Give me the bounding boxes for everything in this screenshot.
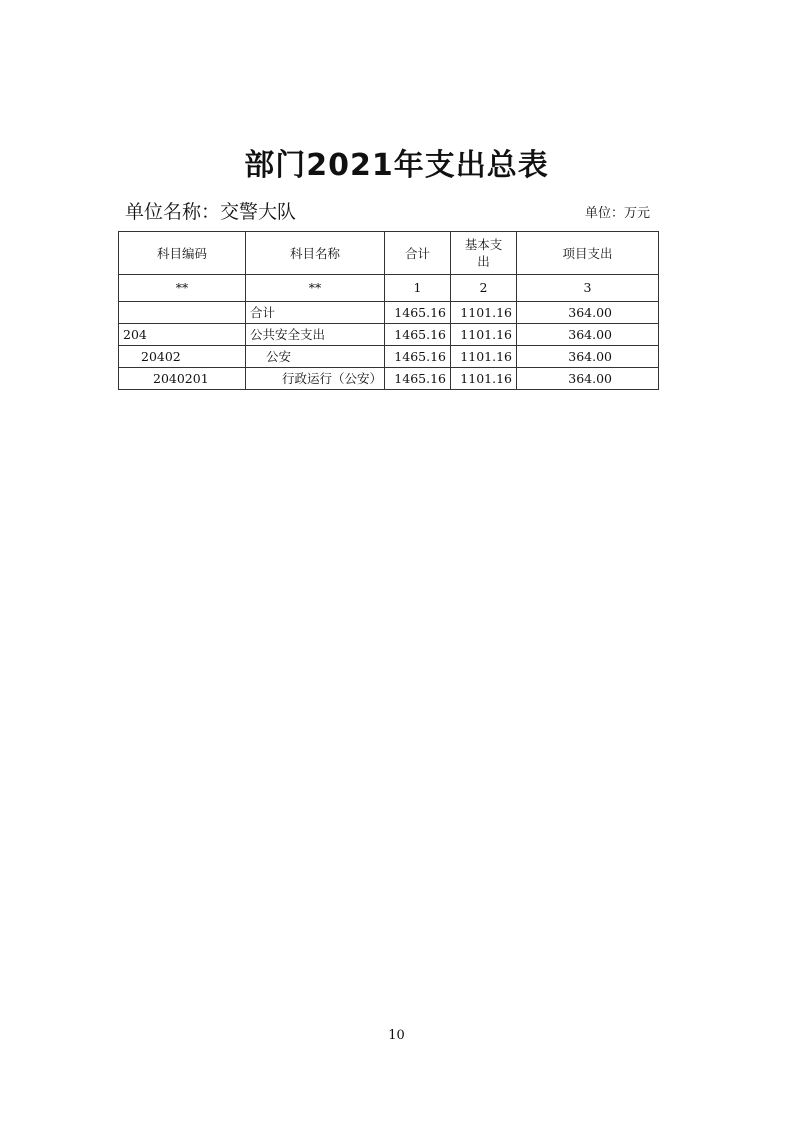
index-cell: 1 <box>385 275 451 302</box>
page-number: 10 <box>388 1028 405 1043</box>
cell-code: 20402 <box>119 346 246 368</box>
header-code: 科目编码 <box>119 232 246 275</box>
cell-project: 364.00 <box>517 302 659 324</box>
table-header-row <box>119 232 659 275</box>
cell-basic: 1101.16 <box>451 346 517 368</box>
cell-total: 1465.16 <box>385 324 451 346</box>
index-cell: 3 <box>517 275 659 302</box>
table-row <box>119 368 659 390</box>
cell-name: 行政运行（公安） <box>246 368 385 390</box>
header-project: 项目支出 <box>517 232 659 275</box>
index-cell: 2 <box>451 275 517 302</box>
cell-total: 1465.16 <box>385 346 451 368</box>
cell-project: 364.00 <box>517 324 659 346</box>
cell-basic: 1101.16 <box>451 302 517 324</box>
department-name: 单位名称：交警大队 <box>125 201 297 223</box>
table-row <box>119 346 659 368</box>
cell-code: 204 <box>119 324 246 346</box>
index-cell: ** <box>246 275 385 302</box>
header-total: 合计 <box>385 232 451 275</box>
cell-basic: 1101.16 <box>451 368 517 390</box>
page-title: 部门2021年支出总表 <box>244 148 549 183</box>
cell-name: 公安 <box>246 346 385 368</box>
cell-code <box>119 302 246 324</box>
header-name: 科目名称 <box>246 232 385 275</box>
cell-name: 合计 <box>246 302 385 324</box>
unit-label: 单位：万元 <box>584 206 650 221</box>
cell-name: 公共安全支出 <box>246 324 385 346</box>
header-basic: 基本支出 <box>451 232 517 275</box>
index-cell: ** <box>119 275 246 302</box>
cell-basic: 1101.16 <box>451 324 517 346</box>
table-row <box>119 302 659 324</box>
expenditure-table <box>118 231 659 390</box>
cell-project: 364.00 <box>517 368 659 390</box>
cell-total: 1465.16 <box>385 302 451 324</box>
cell-total: 1465.16 <box>385 368 451 390</box>
cell-project: 364.00 <box>517 346 659 368</box>
cell-code: 2040201 <box>119 368 246 390</box>
table-row <box>119 324 659 346</box>
table-index-row <box>119 275 659 302</box>
